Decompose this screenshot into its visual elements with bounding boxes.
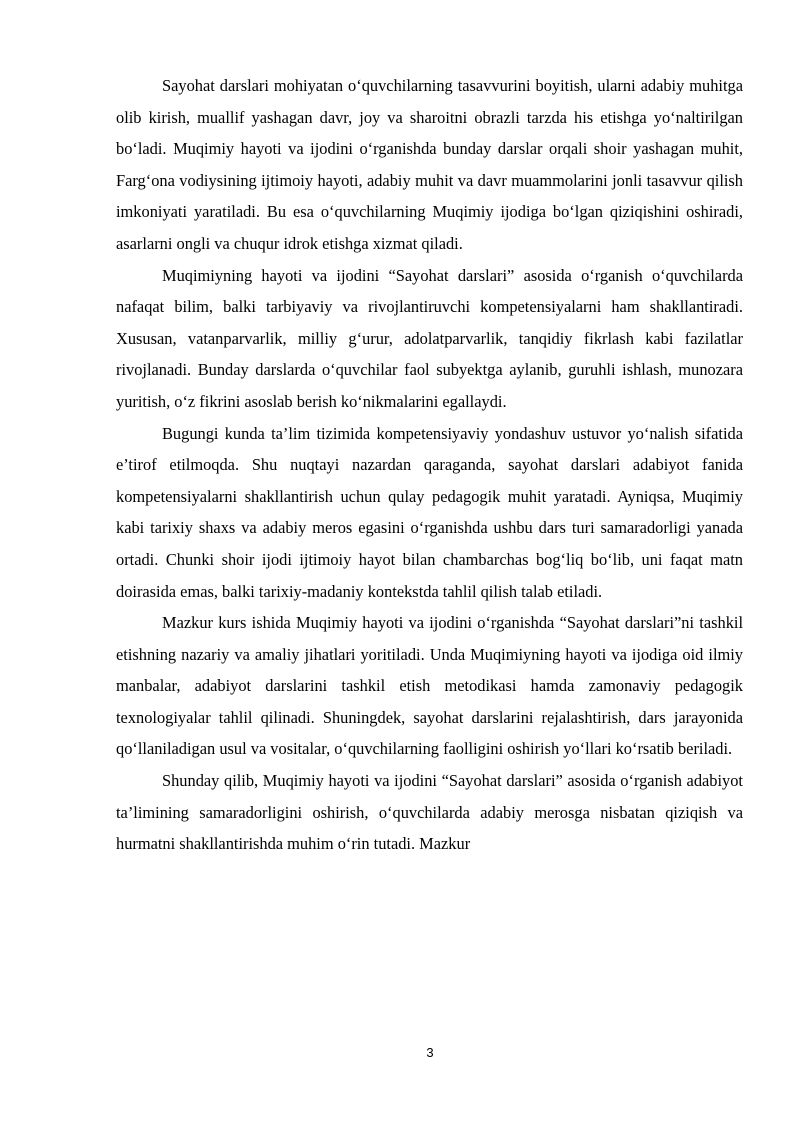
page-number: 3 [426, 1045, 434, 1060]
paragraph-3: Bugungi kunda ta’lim tizimida kompetensiyaviy yondashuv ustuvor yo‘nalish sifatida e’tirof etilmoqda. Shu nuqtayi nazardan qaraganda, sayohat darslari adabiyot fanida kompetensiyalarni shakllantirish uchun qulay pedagogik muhit yaratadi. Ayniqsa, Muqimiy kabi tarixiy shaxs va adabiy meros egasini o‘rganishda ushbu dars turi samaradorligi yanada ortadi. Chunki shoir ijodi ijtimoiy hayot bilan chambarchas bog‘liq bo‘lib, uni faqat matn doirasida emas, balki tarixiy-madaniy kontekstda tahlil qilish talab etiladi. [116, 423, 743, 601]
page-body [116, 70, 743, 860]
paragraph-2: Muqimiyning hayoti va ijodini “Sayohat darslari” asosida o‘rganish o‘quvchilarda nafaqat bilim, balki tarbiyaviy va rivojlantiruvchi kompetensiyalarni ham shakllantiradi. Xususan, vatanparvarlik, milliy g‘urur, adolatparvarlik, tanqidiy fikrlash kabi fazilatlar rivojlanadi. Bunday darslarda o‘quvchilar faol subyektga aylanib, guruhli ishlash, munozara yuritish, o‘z fikrini asoslab berish ko‘nikmalarini egallaydi. [116, 265, 743, 411]
paragraph-5: Shunday qilib, Muqimiy hayoti va ijodini “Sayohat darslari” asosida o‘rganish adabiyot ta’limining samaradorligini oshirish, o‘quvchilarda adabiy merosga nisbatan qiziqish va hurmatni shakllantirishda muhim o‘rin tutadi. Mazkur [116, 771, 743, 854]
paragraph-1: Sayohat darslari mohiyatan o‘quvchilarning tasavvurini boyitish, ularni adabiy muhitga olib kirish, muallif yashagan davr, joy va sharoitni obrazli tarzda his etishga yo‘naltirilgan bo‘ladi. Muqimiy hayoti va ijodini o‘rganishda bunday darslar orqali shoir yashagan muhit, Farg‘ona vodiysining ijtimoiy hayoti, adabiy muhit va davr muammolarini jonli tasavvur qilish imkoniyati yaratiladi. Bu esa o‘quvchilarning Muqimiy ijodiga bo‘lgan qiziqishini oshiradi, asarlarni ongli va chuqur idrok etishga xizmat qiladi. [116, 76, 743, 253]
paragraph-4: Mazkur kurs ishida Muqimiy hayoti va ijodini o‘rganishda “Sayohat darslari”ni tashkil etishning nazariy va amaliy jihatlari yoritiladi. Unda Muqimiyning hayoti va ijodiga oid ilmiy manbalar, adabiyot darslarini tashkil etish metodikasi hamda zamonaviy pedagogik texnologiyalar tahlil qilinadi. Shuningdek, sayohat darslarini rejalashtirish, dars jarayonida qo‘llaniladigan usul va vositalar, o‘quvchilarning faolligini oshirish yo‘llari ko‘rsatib beriladi. [116, 613, 743, 759]
